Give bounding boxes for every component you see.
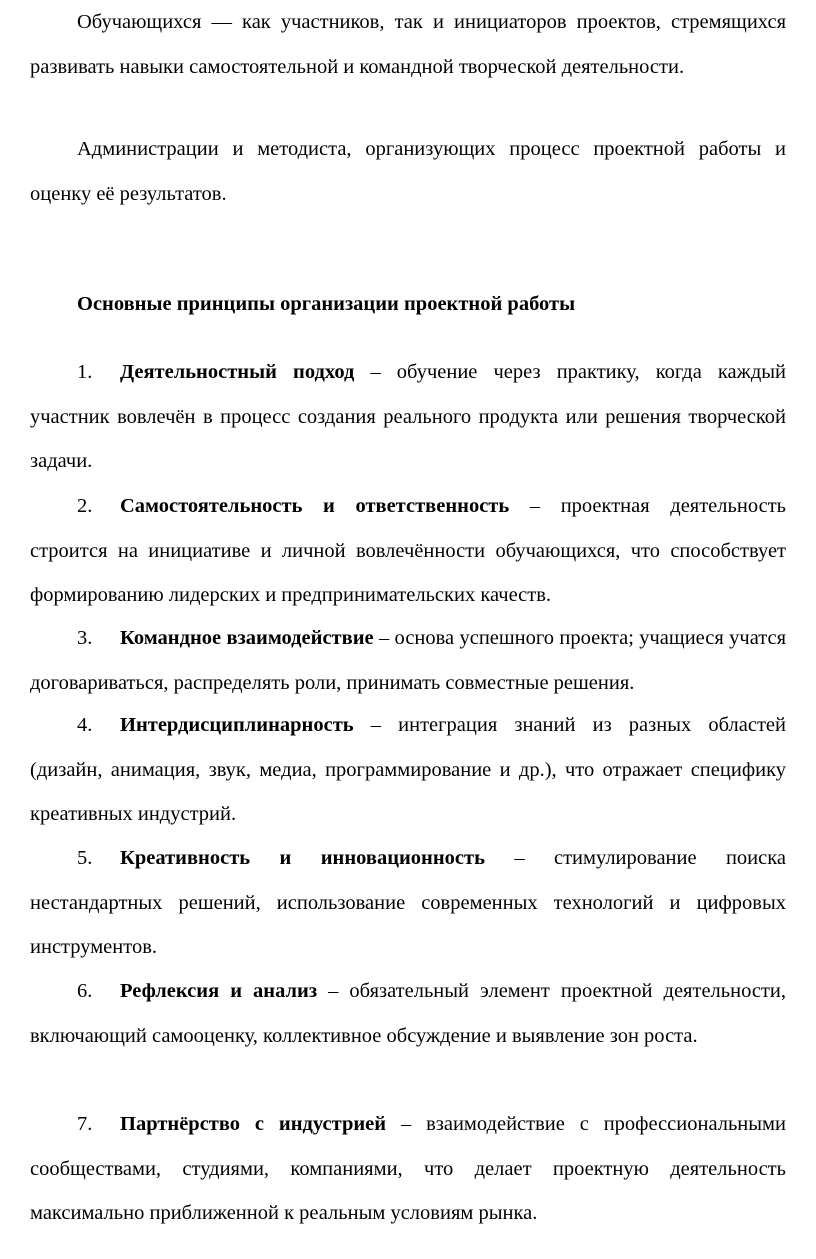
item-number: 2.	[77, 495, 93, 517]
item-text: – стимулирование поиска нестандартных решений, использование современных технологий и цифровых инструментов.	[30, 847, 787, 958]
intro-paragraph-students: Обучающихся — как участников, так и инициаторов проектов, стремящихся развивать навыки самостоятельной и командной творческой деятельности.	[30, 11, 786, 78]
item-term: Рефлексия и анализ	[120, 980, 318, 1002]
item-text: – интеграция знаний из разных областей (дизайн, анимация, звук, медиа, программирование и др.), что отражает специфику креативных индустрий.	[30, 714, 786, 825]
item-text: – обучение через практику, когда каждый участник вовлечён в процесс создания реального продукта или решения творческой задачи.	[30, 361, 786, 472]
item-number: 4.	[77, 714, 93, 736]
item-text: – основа успешного проекта; учащиеся учатся договариваться, распределять роли, принимать совместные решения.	[30, 627, 787, 694]
item-number: 1.	[77, 361, 93, 383]
item-text: – взаимодействие с профессиональными сообществами, студиями, компаниями, что делает проектную деятельность максимально приближенной к реальным условиям рынка.	[30, 1113, 786, 1224]
item-number: 7.	[77, 1113, 93, 1135]
item-term: Самостоятельность и ответственность	[120, 495, 510, 517]
item-term: Командное взаимодействие	[120, 627, 374, 649]
principle-item	[30, 616, 786, 705]
principle-item	[30, 969, 786, 1058]
item-number: 6.	[77, 980, 93, 1002]
principle-item	[30, 703, 786, 837]
item-term: Интердисциплинарность	[120, 714, 354, 736]
principle-item	[30, 1102, 786, 1236]
intro-paragraph-administration: Администрации и методиста, организующих процесс проектной работы и оценку её результатов.	[30, 138, 786, 205]
item-text: – обязательный элемент проектной деятельности, включающий самооценку, коллективное обсуждение и выявление зон роста.	[30, 980, 787, 1047]
item-term: Деятельностный подход	[120, 361, 355, 383]
section-heading: Основные принципы организации проектной работы	[77, 293, 576, 315]
item-number: 3.	[77, 627, 93, 649]
item-text: – проектная деятельность строится на инициативе и личной вовлечённости обучающихся, что способствует формированию лидерских и предпринимательских качеств.	[30, 495, 786, 606]
item-term: Партнёрство с индустрией	[120, 1113, 387, 1135]
item-term: Креативность и инновационность	[120, 847, 485, 869]
item-number: 5.	[77, 847, 93, 869]
principle-item	[30, 836, 786, 970]
principle-item	[30, 350, 786, 484]
principle-item	[30, 484, 786, 618]
